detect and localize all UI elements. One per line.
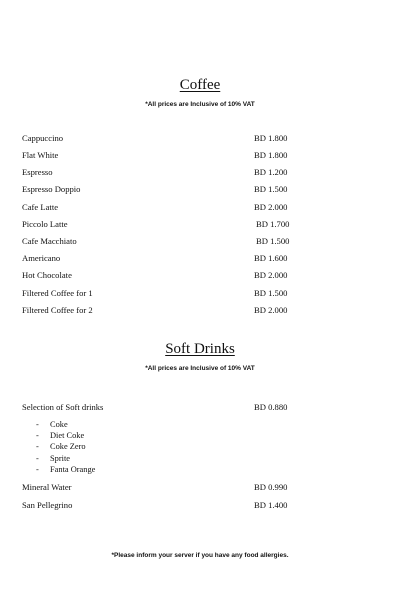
list-item — [36, 464, 95, 475]
item-name: Cappuccino — [22, 133, 64, 143]
option-name: Diet Coke — [50, 431, 85, 441]
menu-item-row — [22, 500, 394, 514]
option-name: Fanta Orange — [50, 464, 96, 474]
item-price: BD 1.500 — [254, 184, 288, 194]
list-item — [36, 430, 95, 441]
item-name: Cafe Macchiato — [22, 236, 77, 246]
item-price: BD 1.700 — [256, 219, 290, 229]
option-name: Coke — [50, 420, 68, 429]
menu-item-row — [22, 219, 394, 233]
soft-drinks-title: Soft Drinks — [165, 341, 235, 357]
bullet-dash: - — [36, 453, 39, 463]
menu-item-row — [22, 253, 394, 267]
soft-drink-options-list — [36, 419, 95, 475]
bullet-dash: - — [36, 442, 39, 452]
coffee-vat-note: *All prices are Inclusive of 10% VAT — [145, 101, 255, 108]
option-name: Coke Zero — [50, 442, 86, 452]
list-item — [36, 441, 95, 452]
menu-item-row — [22, 150, 394, 164]
menu-item-row — [22, 167, 394, 181]
item-price: BD 1.400 — [254, 500, 288, 510]
bullet-dash: - — [36, 431, 39, 441]
item-price: BD 2.000 — [254, 305, 288, 315]
item-name: Selection of Soft drinks — [22, 402, 104, 412]
option-name: Sprite — [50, 453, 71, 463]
item-price: BD 0.990 — [254, 482, 288, 492]
coffee-title: Coffee — [179, 77, 221, 93]
menu-item-row — [22, 288, 394, 302]
menu-item-row — [22, 184, 394, 198]
item-price: BD 1.200 — [254, 167, 288, 177]
item-name: Hot Chocolate — [22, 270, 72, 280]
menu-item-row — [22, 402, 394, 416]
menu-item-row — [22, 202, 394, 216]
menu-item-row — [22, 305, 394, 319]
allergy-note: *Please inform your server if you have any food allergies. — [111, 552, 289, 559]
item-price: BD 2.000 — [254, 270, 288, 280]
item-name: Filtered Coffee for 1 — [22, 288, 93, 298]
item-name: San Pellegrino — [22, 500, 73, 510]
item-price: BD 1.800 — [254, 133, 288, 143]
bullet-dash: - — [36, 420, 39, 429]
item-name: Americano — [22, 253, 61, 263]
item-price: BD 1.500 — [254, 288, 288, 298]
item-price: BD 1.600 — [254, 253, 288, 263]
item-price: BD 1.500 — [256, 236, 290, 246]
list-item — [36, 453, 95, 464]
menu-item-row — [22, 270, 394, 284]
item-name: Espresso Doppio — [22, 184, 81, 194]
item-price: BD 2.000 — [254, 202, 288, 212]
menu-item-row — [22, 482, 394, 496]
item-name: Espresso — [22, 167, 53, 177]
item-name: Flat White — [22, 150, 59, 160]
menu-item-row — [22, 236, 394, 250]
item-price: BD 1.800 — [254, 150, 288, 160]
menu-item-row — [22, 133, 394, 147]
soft-drinks-vat-note: *All prices are Inclusive of 10% VAT — [145, 365, 255, 372]
item-price: BD 0.880 — [254, 402, 288, 412]
item-name: Filtered Coffee for 2 — [22, 305, 93, 315]
list-item — [36, 419, 95, 430]
bullet-dash: - — [36, 464, 39, 474]
item-name: Piccolo Latte — [22, 219, 68, 229]
item-name: Cafe Latte — [22, 202, 59, 212]
item-name: Mineral Water — [22, 482, 72, 492]
